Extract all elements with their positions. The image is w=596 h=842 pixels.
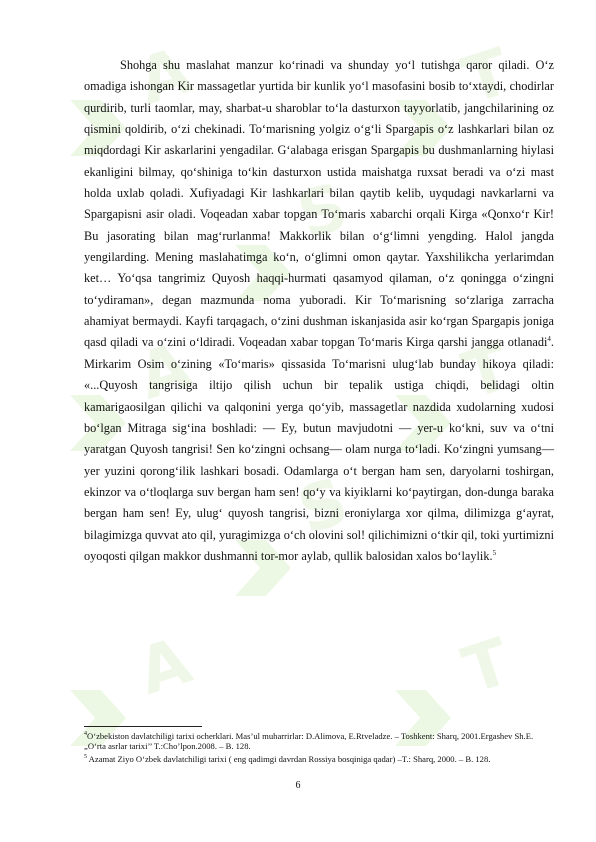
footnote-ref-5[interactable]: 5	[492, 548, 497, 557]
paragraph-text-part-2: . Mirkarim Osim o‘zining «To‘maris» qissasida To‘marisni ulug‘lab bunday hikoya qiladi: «...Quyosh tangrisiga iltijo qilish uchun bir tepalik ustiga chiqdi, belidagi oltin kamarigaosilgan qilichi va qalqonini yerga qo‘yib, massagetlar nazdida xudolarning xudosi bo‘lgan Mitraga sig‘ina boshladi: — Ey, butun mavjudotni — yer-u ko‘kni, suv va o‘tni yaratgan Quyosh tangrisi! Sen ko‘zingni ochsang— olam nurga to‘ladi. Ko‘zingni yumsang— yer yuzini qorong‘ilik lashkari bosadi. Odamlarga o‘t bergan ham sen, daryolarni toshirgan, ekinzor va o‘tloqlarga suv bergan ham sen! qo‘y va kiyiklarni ko‘paytirgan, don-dunga baraka bergan ham sen! Ey, ulug‘ quyosh tangrisi, bizni eroniylarga xor qilma, dilimizga g‘ayrat, bilagimizga quvvat ato qil, yuragimizga o‘ch olovini sol! qilichimizni o‘tkir qil, toki yurtimizni oyoqosti qilgan makkor dushmanni tor-mor aylab, qullik balosidan xalos bo‘laylik.	[84, 335, 554, 563]
watermark-letter: S	[289, 464, 357, 550]
watermark-letter: T	[454, 625, 520, 709]
watermark-letter: T	[454, 35, 520, 119]
page-number: 6	[295, 780, 301, 791]
footnote-4	[84, 729, 554, 752]
footnote-divider	[84, 726, 202, 727]
body-paragraph	[84, 55, 554, 567]
footnote-text: Azamat Ziyo O‘zbek davlatchiligi tarixi ( eng qadimgi davrdan Rossiya bosqiniga qadar) –T.: Sharq, 2000. – B. 128.	[87, 753, 491, 764]
watermark-letter: A	[129, 624, 200, 710]
watermark-letter: A	[129, 329, 200, 415]
footnote-ref-4[interactable]: 4	[547, 335, 551, 344]
watermark-letter: A	[129, 34, 200, 120]
footnote-5	[84, 752, 554, 764]
footnote-mark: 4	[84, 731, 87, 737]
watermark-letter: T	[454, 330, 520, 414]
page-body	[84, 55, 554, 567]
watermark-letter: S	[289, 169, 357, 255]
footnote-text: O‘zbekiston davlatchiligi tarixi ocherklari. Mas’ul muharrirlar: D.Alimova, E.Rtveladze. – Toshkent: Sharq, 2001.Ergashev Sh.E. „O‘rta asrlar tarixi’’ T.:Cho’lpon.2008. – B. 128.	[84, 730, 534, 752]
paragraph-text-part-1: Shohga shu maslahat manzur ko‘rinadi va shunday yo‘l tutishga qaror qiladi. O‘z omadiga ishongan Kir massagetlar yurtida bir kunlik yo‘l masofasini bosib to‘xtaydi, chodirlar qurdirib, turli taomlar, may, sharbat-u sharoblar to‘la dasturxon tayyorlatib, jangchilarining oz qismini qoldirib, o‘zi chekinadi. To‘marisning yolgiz o‘g‘li Spargapis o‘z lashkarlari bilan oz miqdordagi Kir askarlarini yengadilar. G‘alabaga erisgan Spargapis bu dushmanlarning hiylasi ekanligini bilmay, qo‘shiniga to‘kin dasturxon ustida maishatga ruxsat beradi va o‘zi mast holda uxlab qoladi. Xufiyadagi Kir lashkarlari bilan qaytib kelib, uyqudagi navkarlarni va Spargapisni asir oladi. Voqeadan xabar topgan To‘maris xabarchi orqali Kirga «Qonxo‘r Kir! Bu jasorating bilan mag‘rurlanma! Makkorlik bilan o‘g‘limni yengding. Halol jangda yengilarding. Mening maslahatimga ko‘n, o‘glimni omon qaytar. Yaxshilikcha yerlarimdan ket… Yo‘qsa tangrimiz Quyosh haqqi-hurmati qasamyod qilaman, o‘z qoningga o‘zingni to‘ydiraman», degan mazmunda noma yuboradi. Kir To‘marisning so‘zlariga zarracha ahamiyat bermaydi. Kayfi tarqagach, o‘zini dushman iskanjasida asir ko‘rgan Spargapis joniga qasd qiladi va o‘zini o‘ldiradi. Voqeadan xabar topgan To‘maris Kirga qarshi jangga otlanadi	[84, 58, 554, 350]
footnote-mark: 5	[84, 754, 87, 761]
footnotes	[84, 726, 554, 765]
